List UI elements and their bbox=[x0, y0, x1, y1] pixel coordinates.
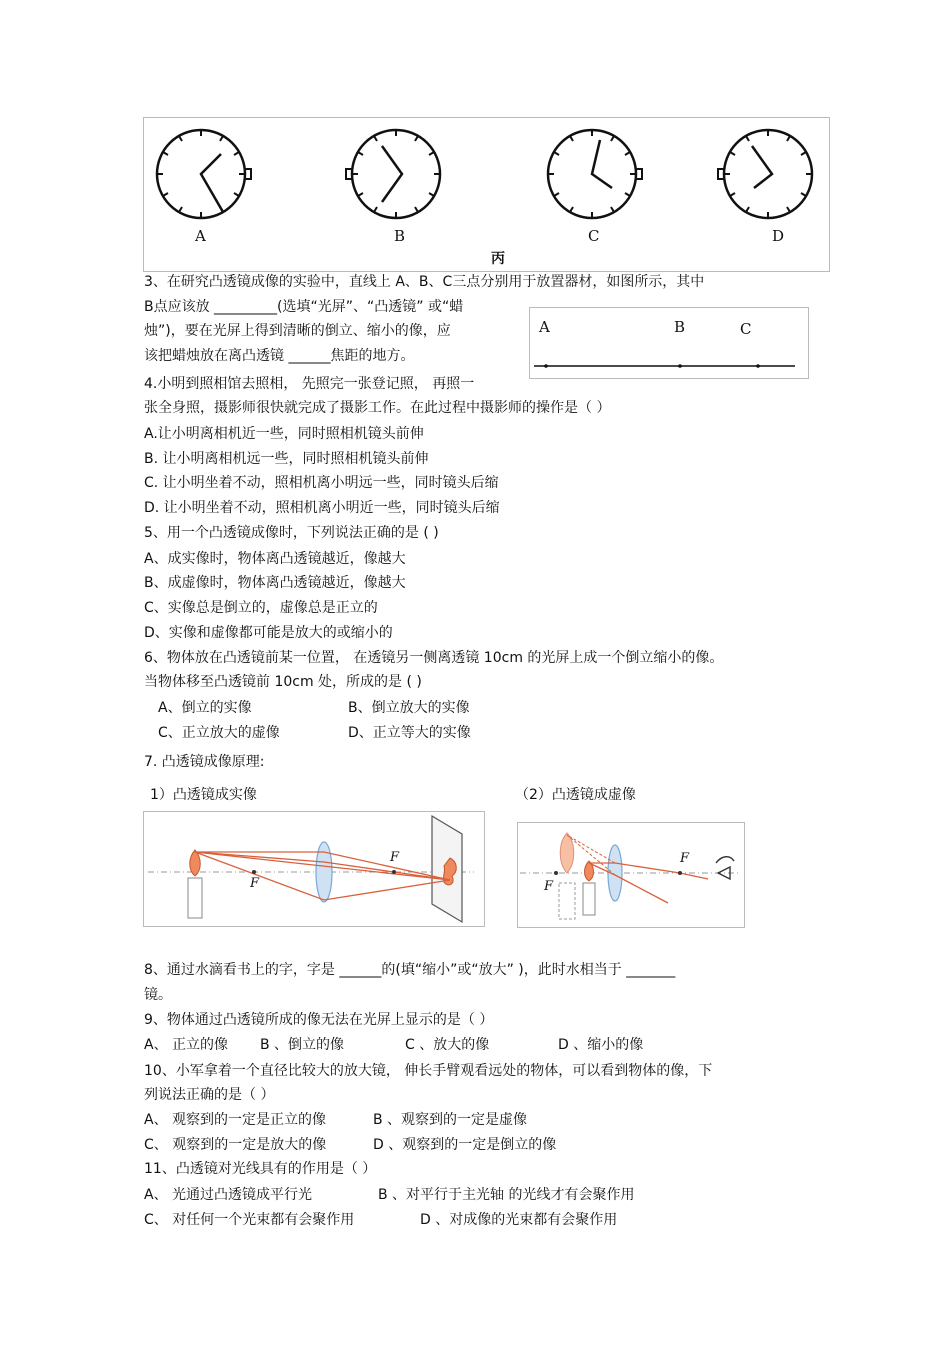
q5-option-b: B、成虚像时，物体离凸透镜越近，像越大 bbox=[144, 575, 406, 591]
real-focus-right: F bbox=[390, 850, 400, 865]
q5-option-a: A、成实像时，物体离凸透镜越近，像越大 bbox=[144, 551, 406, 567]
q3-figure bbox=[529, 307, 809, 379]
real-focus-left: F bbox=[250, 876, 260, 891]
q10-option-d: D 、观察到的一定是倒立的像 bbox=[373, 1137, 557, 1153]
q6-line1: 6、物体放在凸透镜前某一位置， 在透镜另一侧离透镜 10cm 的光屏上成一个倒立缩小的像。 bbox=[144, 650, 724, 666]
q4-option-c: C. 让小明坐着不动，照相机离小明远一些，同时镜头后缩 bbox=[144, 475, 499, 491]
q3-line4: 该把蜡烛放在离凸透镜 ______焦距的地方。 bbox=[144, 348, 415, 364]
clock-label-b: B bbox=[394, 227, 406, 245]
q5-option-c: C、实像总是倒立的，虚像总是正立的 bbox=[144, 600, 378, 616]
eye-icon bbox=[716, 857, 734, 879]
q3-point-b: B bbox=[674, 318, 686, 336]
q4-line1: 4.小明到照相馆去照相， 先照完一张登记照， 再照一 bbox=[144, 376, 475, 392]
q6-option-d: D、正立等大的实像 bbox=[348, 725, 471, 741]
clock-label-d: D bbox=[772, 227, 785, 245]
q8-line1: 8、通过水滴看书上的字，字是 ______的(填“缩小”或“放大” )，此时水相当于 _______ bbox=[144, 962, 676, 978]
q4-option-a: A.让小明离相机近一些，同时照相机镜头前伸 bbox=[144, 426, 424, 442]
clock-label-c: C bbox=[588, 227, 600, 245]
q7-stem: 7. 凸透镜成像原理: bbox=[144, 754, 265, 770]
q9-option-b: B 、倒立的像 bbox=[260, 1037, 345, 1053]
q10-line1: 10、小军拿着一个直径比较大的放大镜， 伸长手臂观看远处的物体，可以看到物体的像，下 bbox=[144, 1063, 713, 1079]
q3-line3: 烛”)，要在光屏上得到清晰的倒立、缩小的像，应 bbox=[144, 323, 451, 339]
q11-option-a: A、 光通过凸透镜成平行光 bbox=[144, 1187, 313, 1203]
clock-c-icon bbox=[548, 130, 642, 218]
clocks-caption: 丙 bbox=[491, 251, 505, 267]
q3-line1: 3、在研究凸透镜成像的实验中，直线上 A、B、C三点分别用于放置器材，如图所示，其中 bbox=[144, 274, 705, 290]
q11-option-d: D 、对成像的光束都有会聚作用 bbox=[420, 1212, 618, 1228]
q6-option-c: C、正立放大的虚像 bbox=[158, 725, 280, 741]
virtual-focus-right: F bbox=[680, 851, 690, 866]
q3-line2: B点应该放 _________(选填“光屏”、“凸透镜” 或“蜡 bbox=[144, 299, 464, 315]
q10-option-c: C、 观察到的一定是放大的像 bbox=[144, 1137, 327, 1153]
q6-option-a: A、倒立的实像 bbox=[158, 700, 252, 716]
q9-option-d: D 、缩小的像 bbox=[558, 1037, 644, 1053]
q5-stem: 5、用一个凸透镜成像时，下列说法正确的是 ( ) bbox=[144, 525, 439, 541]
q11-stem: 11、凸透镜对光线具有的作用是（ ） bbox=[144, 1161, 377, 1177]
clock-a-icon bbox=[157, 130, 251, 218]
virtual-focus-left: F bbox=[544, 879, 554, 894]
q11-option-b: B 、对平行于主光轴 的光线才有会聚作用 bbox=[378, 1187, 635, 1203]
clock-d-icon bbox=[718, 130, 812, 218]
q8-line2: 镜。 bbox=[144, 987, 172, 1003]
real-image-svg bbox=[144, 812, 484, 926]
clocks-svg bbox=[144, 118, 829, 271]
virtual-image-figure bbox=[517, 822, 745, 928]
q9-option-c: C 、放大的像 bbox=[405, 1037, 490, 1053]
q9-stem: 9、物体通过凸透镜所成的像无法在光屏上显示的是（ ） bbox=[144, 1012, 494, 1028]
q11-option-c: C、 对任何一个光束都有会聚作用 bbox=[144, 1212, 355, 1228]
q4-option-b: B. 让小明离相机远一些，同时照相机镜头前伸 bbox=[144, 451, 429, 467]
real-image-figure bbox=[143, 811, 485, 927]
q10-option-b: B 、观察到的一定是虚像 bbox=[373, 1112, 528, 1128]
q10-line2: 列说法正确的是（ ） bbox=[144, 1087, 275, 1103]
q3-point-c: C bbox=[740, 320, 752, 338]
q3-line-svg bbox=[530, 308, 808, 378]
clocks-figure bbox=[143, 117, 830, 272]
q6-line2: 当物体移至凸透镜前 10cm 处，所成的是 ( ) bbox=[144, 674, 422, 690]
q7-sub2: （2）凸透镜成虚像 bbox=[515, 787, 636, 803]
clock-b-icon bbox=[346, 130, 440, 218]
q3-point-a: A bbox=[539, 318, 550, 336]
q6-option-b: B、倒立放大的实像 bbox=[348, 700, 470, 716]
q5-option-d: D、实像和虚像都可能是放大的或缩小的 bbox=[144, 625, 393, 641]
virtual-image-svg bbox=[518, 823, 744, 927]
q4-line2: 张全身照，摄影师很快就完成了摄影工作。在此过程中摄影师的操作是（ ） bbox=[144, 400, 611, 416]
q9-option-a: A、 正立的像 bbox=[144, 1037, 229, 1053]
q7-sub1: 1）凸透镜成实像 bbox=[150, 787, 257, 803]
q10-option-a: A、 观察到的一定是正立的像 bbox=[144, 1112, 327, 1128]
q4-option-d: D. 让小明坐着不动，照相机离小明近一些，同时镜头后缩 bbox=[144, 500, 500, 516]
clock-label-a: A bbox=[195, 227, 206, 245]
